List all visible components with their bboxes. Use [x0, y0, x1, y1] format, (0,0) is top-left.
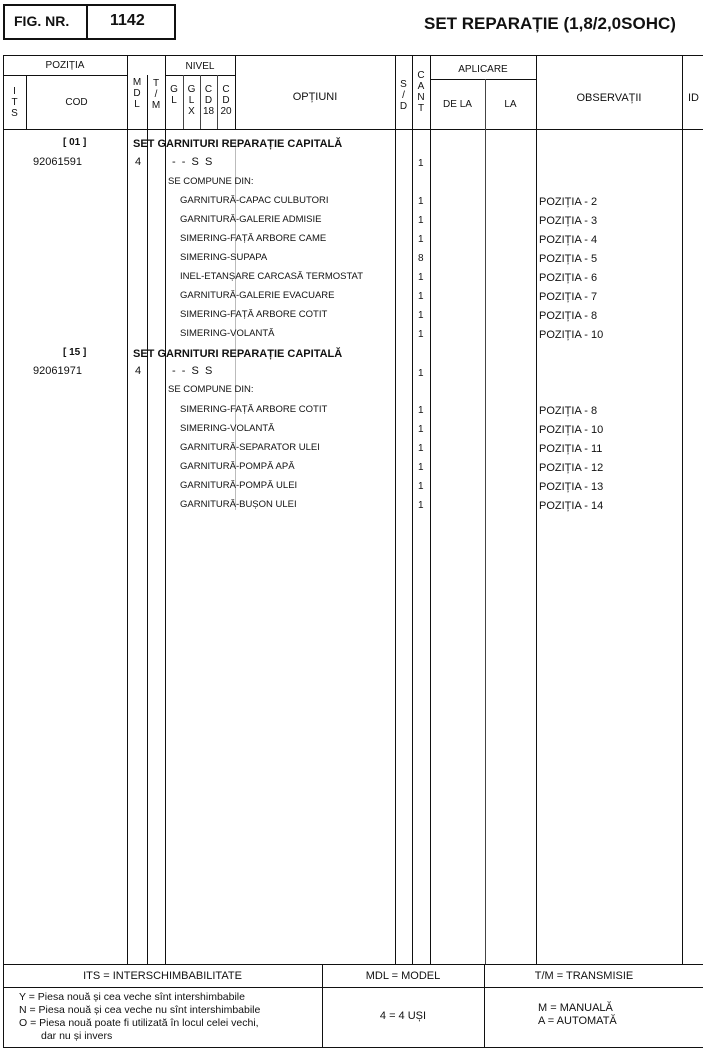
group-title: SET GARNITURI REPARAȚIE CAPITALĂ: [133, 348, 343, 360]
component-observation: POZIȚIA - 4: [539, 234, 598, 246]
component-qty: 1: [418, 196, 424, 207]
legend-its-line: Y = Piesa nouă și cea veche sînt intershimbabile: [19, 991, 245, 1003]
legend-its-line: O = Piesa nouă poate fi utilizată în locul celei vechi,: [19, 1017, 259, 1029]
legend-its-title: ITS = INTERSCHIMBABILITATE: [83, 970, 242, 982]
page-title: SET REPARAȚIE (1,8/2,0SOHC): [424, 14, 676, 33]
legend-mdl-value: 4 = 4 UȘI: [379, 1010, 427, 1022]
col-cd18: C D 18: [202, 84, 215, 117]
component-observation: POZIȚIA - 12: [539, 462, 604, 474]
component-name: GARNITURĂ-POMPĂ ULEI: [180, 480, 298, 491]
component-name: SIMERING-FAȚĂ ARBORE COTIT: [180, 309, 328, 320]
cant-value: 1: [418, 368, 424, 379]
component-qty: 1: [418, 272, 424, 283]
component-observation: POZIȚIA - 2: [539, 196, 598, 208]
col-glx: G L X: [187, 84, 196, 117]
component-qty: 1: [418, 405, 424, 416]
cant-value: 1: [418, 158, 424, 169]
col-nivel: NIVEL: [185, 61, 215, 72]
component-qty: 8: [418, 253, 424, 264]
component-qty: 1: [418, 291, 424, 302]
component-name: GARNITURĂ-CAPAC CULBUTORI: [180, 195, 329, 206]
part-code: 92061971: [33, 365, 82, 377]
col-la: LA: [504, 99, 517, 110]
col-sd: S / D: [399, 79, 408, 112]
compose-label: SE COMPUNE DIN:: [168, 384, 254, 395]
component-observation: POZIȚIA - 8: [539, 310, 598, 322]
mdl-value: 4: [135, 156, 142, 168]
col-pozitia: POZIȚIA: [45, 60, 85, 71]
component-name: SIMERING-FAȚĂ ARBORE CAME: [180, 233, 327, 244]
legend-its-line: dar nu și invers: [41, 1030, 113, 1042]
group-title: SET GARNITURI REPARAȚIE CAPITALĂ: [133, 138, 343, 150]
col-optiuni: OPȚIUNI: [292, 91, 338, 103]
nivel-value: - - S S: [172, 365, 213, 377]
component-qty: 1: [418, 500, 424, 511]
component-name: SIMERING-SUPAPA: [180, 252, 268, 263]
component-observation: POZIȚIA - 14: [539, 500, 604, 512]
component-qty: 1: [418, 234, 424, 245]
col-its: I T S: [11, 86, 18, 119]
component-qty: 1: [418, 310, 424, 321]
component-name: SIMERING-VOLANTĂ: [180, 423, 275, 434]
component-name: GARNITURĂ-POMPĂ APĂ: [180, 461, 295, 472]
group-position: [ 15 ]: [63, 347, 87, 358]
component-observation: POZIȚIA - 5: [539, 253, 598, 265]
component-observation: POZIȚIA - 10: [539, 329, 604, 341]
col-de-la: DE LA: [443, 99, 472, 110]
col-cod: COD: [65, 97, 88, 108]
component-name: GARNITURĂ-GALERIE ADMISIE: [180, 214, 322, 225]
component-qty: 1: [418, 443, 424, 454]
col-gl: G L: [170, 84, 178, 106]
legend-its-line: N = Piesa nouă și cea veche nu sînt intershimbabile: [19, 1004, 261, 1016]
component-name: SIMERING-VOLANTĂ: [180, 328, 275, 339]
component-observation: POZIȚIA - 8: [539, 405, 598, 417]
legend-mdl-title: MDL = MODEL: [365, 970, 441, 982]
component-qty: 1: [418, 329, 424, 340]
legend-tm-line: A = AUTOMATĂ: [538, 1015, 617, 1027]
component-qty: 1: [418, 462, 424, 473]
component-name: SIMERING-FAȚĂ ARBORE COTIT: [180, 404, 328, 415]
legend-tm-title: T/M = TRANSMISIE: [534, 970, 634, 982]
component-observation: POZIȚIA - 7: [539, 291, 598, 303]
nivel-value: - - S S: [172, 156, 213, 168]
component-qty: 1: [418, 215, 424, 226]
component-name: GARNITURĂ-BUȘON ULEI: [180, 499, 297, 510]
col-mdl: M D L: [132, 77, 142, 110]
figure-number: 1142: [110, 12, 145, 29]
legend-tm-line: M = MANUALĂ: [538, 1002, 613, 1014]
component-observation: POZIȚIA - 11: [539, 443, 603, 455]
col-aplicare: APLICARE: [458, 64, 508, 75]
group-position: [ 01 ]: [63, 137, 87, 148]
component-name: GARNITURĂ-SEPARATOR ULEI: [180, 442, 320, 453]
compose-label: SE COMPUNE DIN:: [168, 176, 254, 187]
col-cd20: C D 20: [220, 84, 232, 117]
col-id: ID: [688, 92, 699, 104]
component-name: GARNITURĂ-GALERIE EVACUARE: [180, 290, 335, 301]
component-qty: 1: [418, 481, 424, 492]
mdl-value: 4: [135, 365, 142, 377]
col-observatii: OBSERVAȚII: [576, 92, 642, 104]
parts-table: [3, 55, 703, 1048]
component-observation: POZIȚIA - 3: [539, 215, 598, 227]
component-observation: POZIȚIA - 10: [539, 424, 604, 436]
component-name: INEL-ETANȘARE CARCASĂ TERMOSTAT: [180, 271, 363, 282]
component-observation: POZIȚIA - 13: [539, 481, 604, 493]
component-observation: POZIȚIA - 6: [539, 272, 598, 284]
col-cant: C A N T: [417, 70, 425, 114]
part-code: 92061591: [33, 156, 82, 168]
figure-label: FIG. NR.: [14, 13, 70, 29]
component-qty: 1: [418, 424, 424, 435]
col-tm: T / M: [151, 78, 161, 111]
